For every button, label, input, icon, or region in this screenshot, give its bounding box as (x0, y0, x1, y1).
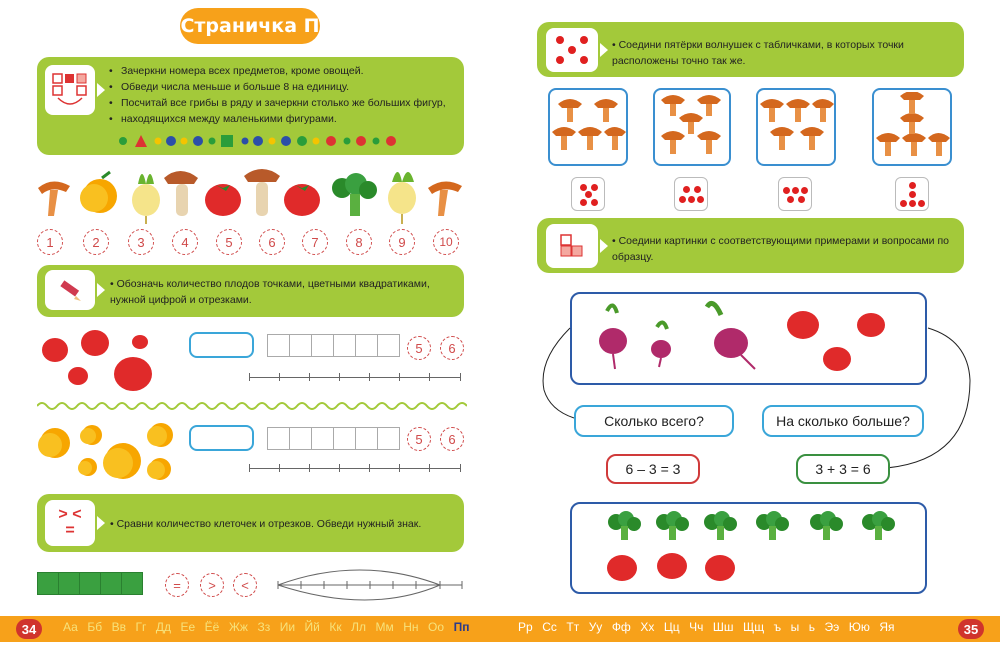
page-number-right: 35 (958, 619, 984, 639)
number-circle[interactable]: 1 (37, 229, 63, 255)
alphabet-letter: Нн (403, 620, 419, 634)
tomato-icon (607, 555, 637, 581)
squares-row[interactable] (267, 427, 399, 450)
pointer (600, 43, 608, 57)
broccoli-icon (656, 511, 689, 540)
number-circle[interactable]: 7 (302, 229, 328, 255)
tomatoes-group (36, 325, 166, 395)
alphabet-letter: Рр (518, 620, 533, 634)
task1-icon (45, 65, 95, 115)
answer-number-circle[interactable]: 5 (407, 427, 431, 451)
equals-option[interactable]: = (165, 573, 189, 597)
page-title: Страничка П (180, 8, 320, 44)
number-circle[interactable]: 3 (128, 229, 154, 255)
right-task2-text: • Соедини картинки с соответствующими примерами и вопросами по образцу. (612, 235, 949, 263)
mushrooms-five (876, 92, 950, 162)
shapes-row (115, 130, 415, 152)
tomato-icon (114, 357, 152, 391)
alphabet-letter: Гг (135, 620, 147, 634)
mushrooms-five (760, 92, 834, 162)
shapes-pattern-icon (50, 70, 90, 110)
number-circle[interactable]: 2 (83, 229, 109, 255)
compare-signs-icon: > < (58, 506, 82, 523)
alphabet-letter: Пп (453, 620, 470, 634)
tomato-icon (68, 367, 88, 385)
answer-number-circle[interactable]: 6 (440, 427, 464, 451)
broccoli-icon (704, 511, 737, 540)
number-circle[interactable]: 9 (389, 229, 415, 255)
alphabet-letter: Зз (257, 620, 271, 634)
mushroom-icon (164, 171, 198, 216)
alphabet-letter: ъ (773, 620, 782, 634)
task1-line: • Зачеркни номера всех предметов, кроме овощей. (109, 63, 453, 79)
segment-line[interactable] (249, 468, 461, 469)
dice-five-icon (552, 33, 592, 67)
apricot-icon (80, 172, 117, 213)
alphabet-letter: Фф (611, 620, 631, 634)
alphabet-letter: Йй (304, 620, 320, 634)
alphabet-letter: Сс (542, 620, 557, 634)
task2-text: • Обозначь количество плодов точками, цветными квадратиками, нужной цифрой и отрезками. (110, 278, 430, 306)
alphabet-right (518, 620, 904, 634)
alphabet-letter: Уу (588, 620, 603, 634)
alphabet-letter: Щщ (742, 620, 765, 634)
alphabet-letter: Кк (329, 620, 342, 634)
number-circle[interactable]: 4 (172, 229, 198, 255)
alphabet-letter: Хх (640, 620, 655, 634)
wavy-divider (37, 400, 467, 412)
alphabet-letter: Мм (375, 620, 394, 634)
arc-segments (270, 565, 470, 605)
question-how-many-more[interactable]: На сколько больше? (762, 405, 924, 437)
alphabet-letter: Ии (279, 620, 296, 634)
tomato-icon (284, 184, 320, 216)
pointer (97, 283, 105, 297)
broccoli-icon (608, 511, 641, 540)
alphabet-letter: Вв (111, 620, 126, 634)
alphabet-left (63, 620, 479, 634)
alphabet-letter: ь (808, 620, 815, 634)
alphabet-letter: Ее (180, 620, 196, 634)
alphabet-letter: Жж (228, 620, 248, 634)
alphabet-letter: Тт (566, 620, 580, 634)
apricot-icon (78, 458, 97, 476)
dots-card[interactable] (571, 177, 605, 211)
alphabet-letter: Юю (848, 620, 870, 634)
page-number-left: 34 (16, 619, 42, 639)
dots-card[interactable] (895, 177, 929, 211)
alphabet-letter: Ээ (824, 620, 840, 634)
alphabet-letter: Чч (689, 620, 704, 634)
broccoli-icon (332, 173, 377, 216)
task1-line: • находящихся между маленькими фигурами. (109, 111, 453, 127)
tomato-icon (81, 330, 109, 356)
mushroom-icon (244, 169, 280, 216)
greater-option[interactable]: > (200, 573, 224, 597)
pointer (97, 516, 105, 530)
mushrooms-five (657, 92, 727, 162)
alphabet-letter: Оо (428, 620, 445, 634)
tomato-icon (42, 338, 68, 362)
alphabet-letter: ы (790, 620, 800, 634)
right-task2-icon (546, 224, 598, 268)
mushroom-icon (428, 181, 462, 216)
segment-line[interactable] (249, 377, 461, 378)
digit-answer-box[interactable] (189, 425, 254, 451)
alphabet-letter: Ёё (204, 620, 220, 634)
broccoli-icon (756, 511, 789, 540)
broccoli-tomatoes (590, 508, 920, 590)
pencil-icon (55, 275, 85, 305)
right-task1-text: • Соедини пятёрки волнушек с табличками, в которых точки расположены точно так же. (612, 39, 904, 67)
task3-text: • Сравни количество клеточек и отрезков. Обведи нужный знак. (110, 518, 422, 530)
mushrooms-five (552, 92, 626, 162)
green-cells (37, 572, 142, 595)
pointer (600, 239, 608, 253)
tomato-icon (705, 555, 735, 581)
turnip-icon (388, 172, 416, 224)
mushroom-icon (38, 181, 70, 216)
apricot-icon (80, 425, 102, 445)
alphabet-letter: Лл (351, 620, 366, 634)
equation-subtraction[interactable]: 6 – 3 = 3 (606, 454, 700, 484)
task1-line: • Посчитай все грибы в ряду и зачеркни столько же больших фигур, (109, 95, 453, 111)
broccoli-icon (810, 511, 843, 540)
task3-icon (45, 500, 95, 546)
number-circle[interactable]: 6 (259, 229, 285, 255)
apricot-icon (38, 428, 70, 458)
apricot-icon (147, 423, 173, 447)
tomato-icon (657, 553, 687, 579)
dots-card[interactable] (674, 177, 708, 211)
apricots-group (36, 413, 181, 488)
alphabet-letter: Яя (879, 620, 895, 634)
number-circle[interactable]: 5 (216, 229, 242, 255)
task1-line: • Обведи числа меньше и больше 8 на единицу. (109, 79, 453, 95)
items-row (30, 158, 470, 228)
alphabet-letter: Аа (63, 620, 78, 634)
dots-card[interactable] (778, 177, 812, 211)
connector-lines (538, 320, 978, 485)
squares-row[interactable] (267, 334, 399, 357)
number-circle[interactable]: 8 (346, 229, 372, 255)
grid-blocks-icon (557, 231, 587, 261)
broccoli-icon (862, 511, 895, 540)
equation-addition[interactable]: 3 + 3 = 6 (796, 454, 890, 484)
apricot-icon (103, 443, 141, 479)
number-circle[interactable]: 10 (433, 229, 459, 255)
tomato-icon (205, 184, 241, 216)
answer-number-circle[interactable]: 6 (440, 336, 464, 360)
tomato-icon (132, 335, 148, 349)
alphabet-letter: Дд (155, 620, 171, 634)
task2-icon (45, 270, 95, 310)
digit-answer-box[interactable] (189, 332, 254, 358)
alphabet-letter: Бб (87, 620, 103, 634)
right-task1-icon (546, 28, 598, 72)
alphabet-letter: Шш (712, 620, 734, 634)
task1-text (103, 60, 459, 128)
answer-number-circle[interactable]: 5 (407, 336, 431, 360)
apricot-icon (147, 458, 171, 480)
alphabet-letter: Цц (663, 620, 680, 634)
turnip-icon (132, 174, 160, 224)
equals-sign-icon: = (65, 522, 75, 539)
question-how-many-total[interactable]: Сколько всего? (574, 405, 734, 437)
less-option[interactable]: < (233, 573, 257, 597)
